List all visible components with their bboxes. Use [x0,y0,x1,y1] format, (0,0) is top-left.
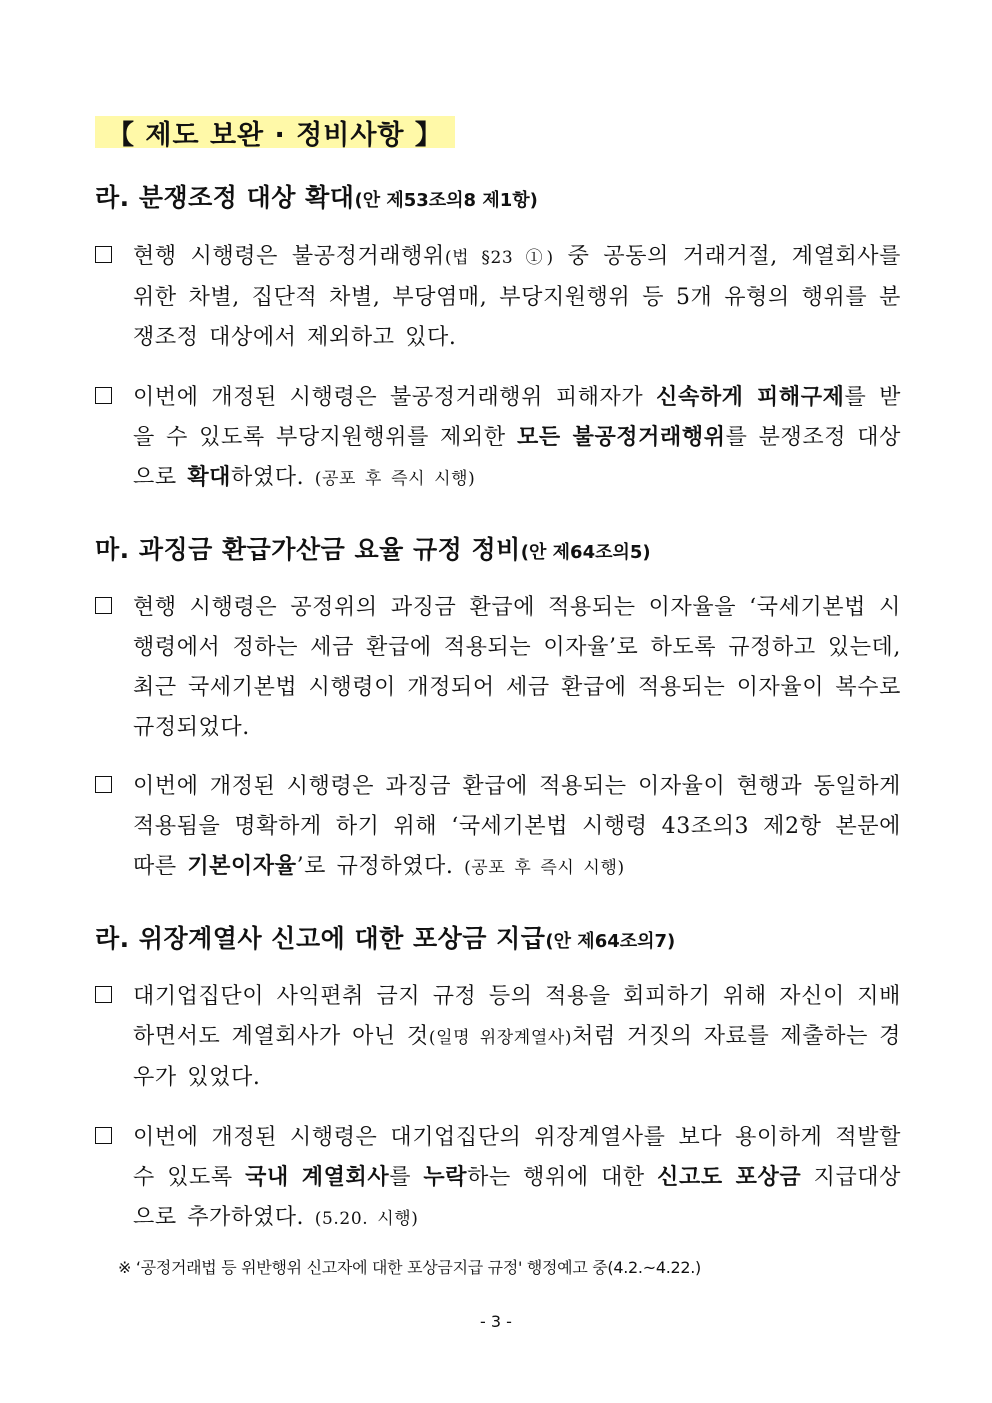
section-heading-title: 라. 위장계열사 신고에 대한 포상금 지급 [95,924,546,953]
item-text: 이번에 개정된 시행령은 불공정거래행위 피해자가 신속하게 피해구제를 받을 수 있도록 부당지원행위를 제외한 모든 불공정거래행위를 분쟁조정 대상으로 확대하였다. (공포 후 즉시 시행) [133,385,902,490]
section-heading-dispute [95,178,538,214]
item-text: 현행 시행령은 불공정거래행위(법 §23 ①) 중 공동의 거래거절, 계열회사를 위한 차별, 집단적 차별, 부당염매, 부당지원행위 등 5개 유형의 행위를 분쟁조정 대상에서 제외하고 있다. [133,244,902,350]
section-heading-ref: (안 제53조의8 제1항) [354,190,538,211]
checkbox-bullet-icon [95,387,112,404]
checkbox-bullet-icon [95,597,112,614]
item-text: 대기업집단이 사익편취 금지 규정 등의 적용을 회피하기 위해 자신이 지배하면서도 계열회사가 아닌 것(일명 위장계열사)처럼 거짓의 자료를 제출하는 경우가 있었다. [133,984,902,1090]
section-heading-title: 마. 과징금 환급가산금 요율 규정 정비 [95,535,521,564]
list-item [95,1118,901,1239]
list-item [95,237,901,358]
list-item [95,378,901,499]
section-banner: 【 제도 보완 · 정비사항 】 [95,116,455,148]
section-heading-reward [95,919,675,955]
checkbox-bullet-icon [95,246,112,263]
checkbox-bullet-icon [95,986,112,1003]
section-heading-penalty-refund [95,530,651,566]
checkbox-bullet-icon [95,776,112,793]
item-text: 이번에 개정된 시행령은 과징금 환급에 적용되는 이자율이 현행과 동일하게 적용됨을 명확하게 하기 위해 ‘국세기본법 시행령 43조의3 제2항 본문에 따른 기본이자율’로 규정하였다. (공포 후 즉시 시행) [133,774,901,879]
page-number: - 3 - [480,1312,512,1331]
list-item [95,588,901,748]
footnote: ※ ‘공정거래법 등 위반행위 신고자에 대한 포상금지급 규정' 행정예고 중(4.2.~4.22.) [118,1258,701,1277]
section-heading-ref: (안 제64조의5) [520,542,651,563]
checkbox-bullet-icon [95,1127,112,1144]
item-text: 현행 시행령은 공정위의 과징금 환급에 적용되는 이자율을 ‘국세기본법 시행령에서 정하는 세금 환급에 적용되는 이자율’로 하도록 규정하고 있는데, 최근 국세기본법 시행령이 개정되어 세금 환급에 적용되는 이자율이 복수로 규정되었다. [133,595,901,740]
item-text: 이번에 개정된 시행령은 대기업집단의 위장계열사를 보다 용이하게 적발할 수 있도록 국내 계열회사를 누락하는 행위에 대한 신고도 포상금 지급대상으로 추가하였다. (5.20. 시행) [133,1125,901,1230]
section-heading-ref: (안 제64조의7) [545,931,676,952]
list-item [95,977,901,1098]
list-item [95,767,901,888]
section-heading-title: 라. 분쟁조정 대상 확대 [95,183,355,212]
